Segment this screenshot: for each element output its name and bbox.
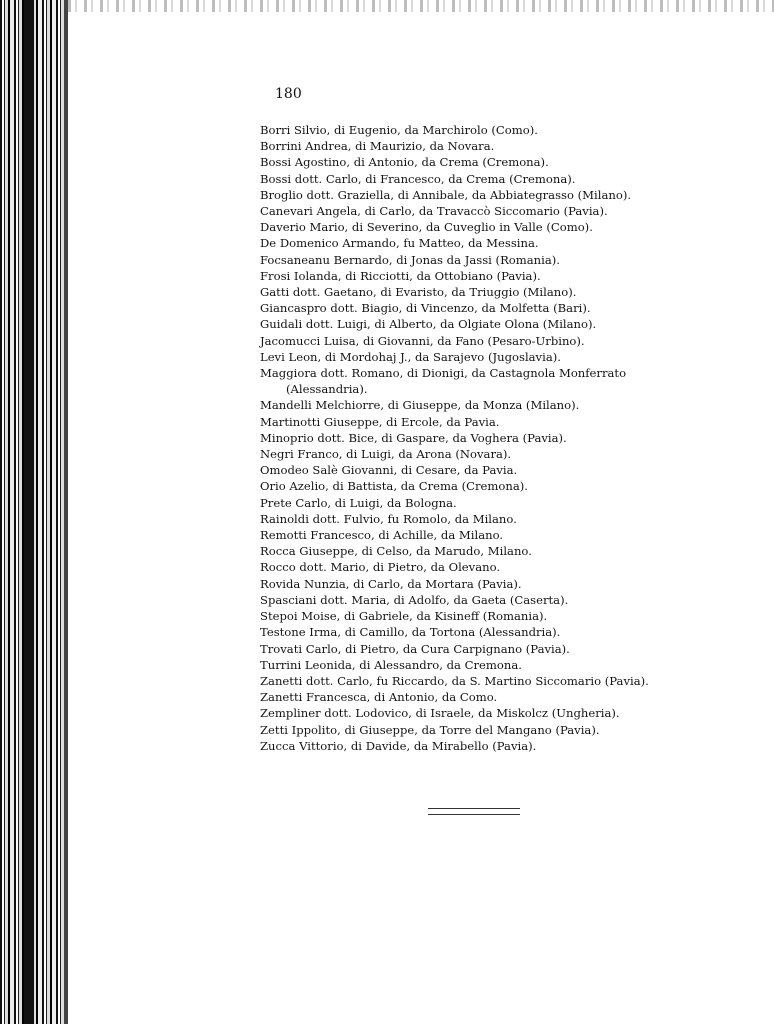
list-item: Spasciani dott. Maria, di Adolfo, da Gaeta (Caserta). bbox=[260, 592, 569, 607]
list-item: Daverio Mario, di Severino, da Cuveglio in Valle (Como). bbox=[260, 220, 593, 235]
name-list bbox=[260, 122, 700, 754]
binding-shadow bbox=[24, 0, 34, 1024]
list-item: Mandelli Melchiorre, di Giuseppe, da Monza (Milano). bbox=[260, 398, 580, 413]
list-item: Rocca Giuseppe, di Celso, da Marudo, Milano. bbox=[260, 544, 532, 559]
list-item: Zucca Vittorio, di Davide, da Mirabello (Pavia). bbox=[260, 738, 537, 753]
list-item: Rainoldi dott. Fulvio, fu Romolo, da Milano. bbox=[260, 511, 517, 526]
list-item: Orio Azelio, di Battista, da Crema (Cremona). bbox=[260, 479, 528, 494]
list-item-line-2: (Alessandria). bbox=[286, 382, 368, 397]
list-item: Frosi Iolanda, di Ricciotti, da Ottobiano (Pavia). bbox=[260, 268, 541, 283]
list-item: De Domenico Armando, fu Matteo, da Messina. bbox=[260, 236, 539, 251]
list-item: Trovati Carlo, di Pietro, da Cura Carpignano (Pavia). bbox=[260, 641, 570, 656]
section-divider bbox=[428, 808, 520, 815]
list-item: Minoprio dott. Bice, di Gaspare, da Voghera (Pavia). bbox=[260, 430, 567, 445]
page-top-edge bbox=[68, 0, 774, 12]
list-item: Focsaneanu Bernardo, di Jonas da Jassi (Romania). bbox=[260, 252, 560, 267]
list-item: Zempliner dott. Lodovico, di Israele, da Miskolcz (Ungheria). bbox=[260, 706, 620, 721]
page-gutter-edge bbox=[64, 0, 68, 1024]
list-item: Turrini Leonida, di Alessandro, da Cremona. bbox=[260, 657, 522, 672]
list-item: Canevari Angela, di Carlo, da Travaccò Siccomario (Pavia). bbox=[260, 204, 608, 219]
list-item: Borri Silvio, di Eugenio, da Marchirolo (Como). bbox=[260, 123, 538, 137]
list-item: Borrini Andrea, di Maurizio, da Novara. bbox=[260, 139, 495, 154]
list-item: Zanetti dott. Carlo, fu Riccardo, da S. Martino Siccomario (Pavia). bbox=[260, 673, 649, 688]
page-number: 180 bbox=[275, 86, 302, 102]
list-item: Prete Carlo, di Luigi, da Bologna. bbox=[260, 495, 457, 510]
book-binding bbox=[0, 0, 68, 1024]
list-item: Zanetti Francesca, di Antonio, da Como. bbox=[260, 690, 498, 705]
list-item-wrapped bbox=[260, 365, 700, 397]
list-item: Rocco dott. Mario, di Pietro, da Olevano. bbox=[260, 560, 501, 575]
list-item: Stepoi Moise, di Gabriele, da Kisineff (Romania). bbox=[260, 609, 548, 624]
list-item: Levi Leon, di Mordohaj J., da Sarajevo (Jugoslavia). bbox=[260, 349, 561, 364]
list-item: Testone Irma, di Camillo, da Tortona (Alessandria). bbox=[260, 625, 561, 640]
list-item: Jacomucci Luisa, di Giovanni, da Fano (Pesaro-Urbino). bbox=[260, 333, 585, 348]
list-item: Omodeo Salè Giovanni, di Cesare, da Pavia. bbox=[260, 463, 518, 478]
list-item: Rovida Nunzia, di Carlo, da Mortara (Pavia). bbox=[260, 576, 522, 591]
list-item: Giancaspro dott. Biagio, di Vincenzo, da Molfetta (Bari). bbox=[260, 301, 591, 316]
list-item: Martinotti Giuseppe, di Ercole, da Pavia. bbox=[260, 414, 500, 429]
list-item: Bossi dott. Carlo, di Francesco, da Crema (Cremona). bbox=[260, 171, 576, 186]
list-item: Broglio dott. Graziella, di Annibale, da Abbiategrasso (Milano). bbox=[260, 187, 632, 202]
list-item: Guidali dott. Luigi, di Alberto, da Olgiate Olona (Milano). bbox=[260, 317, 597, 332]
list-item-line-1: Maggiora dott. Romano, di Dionigi, da Castagnola Monferrato bbox=[260, 366, 627, 381]
list-item: Bossi Agostino, di Antonio, da Crema (Cremona). bbox=[260, 155, 549, 170]
list-item: Gatti dott. Gaetano, di Evaristo, da Triuggio (Milano). bbox=[260, 285, 577, 300]
list-item: Zetti Ippolito, di Giuseppe, da Torre del Mangano (Pavia). bbox=[260, 722, 600, 737]
list-item: Remotti Francesco, di Achille, da Milano. bbox=[260, 528, 504, 543]
list-item: Negri Franco, di Luigi, da Arona (Novara). bbox=[260, 447, 512, 462]
